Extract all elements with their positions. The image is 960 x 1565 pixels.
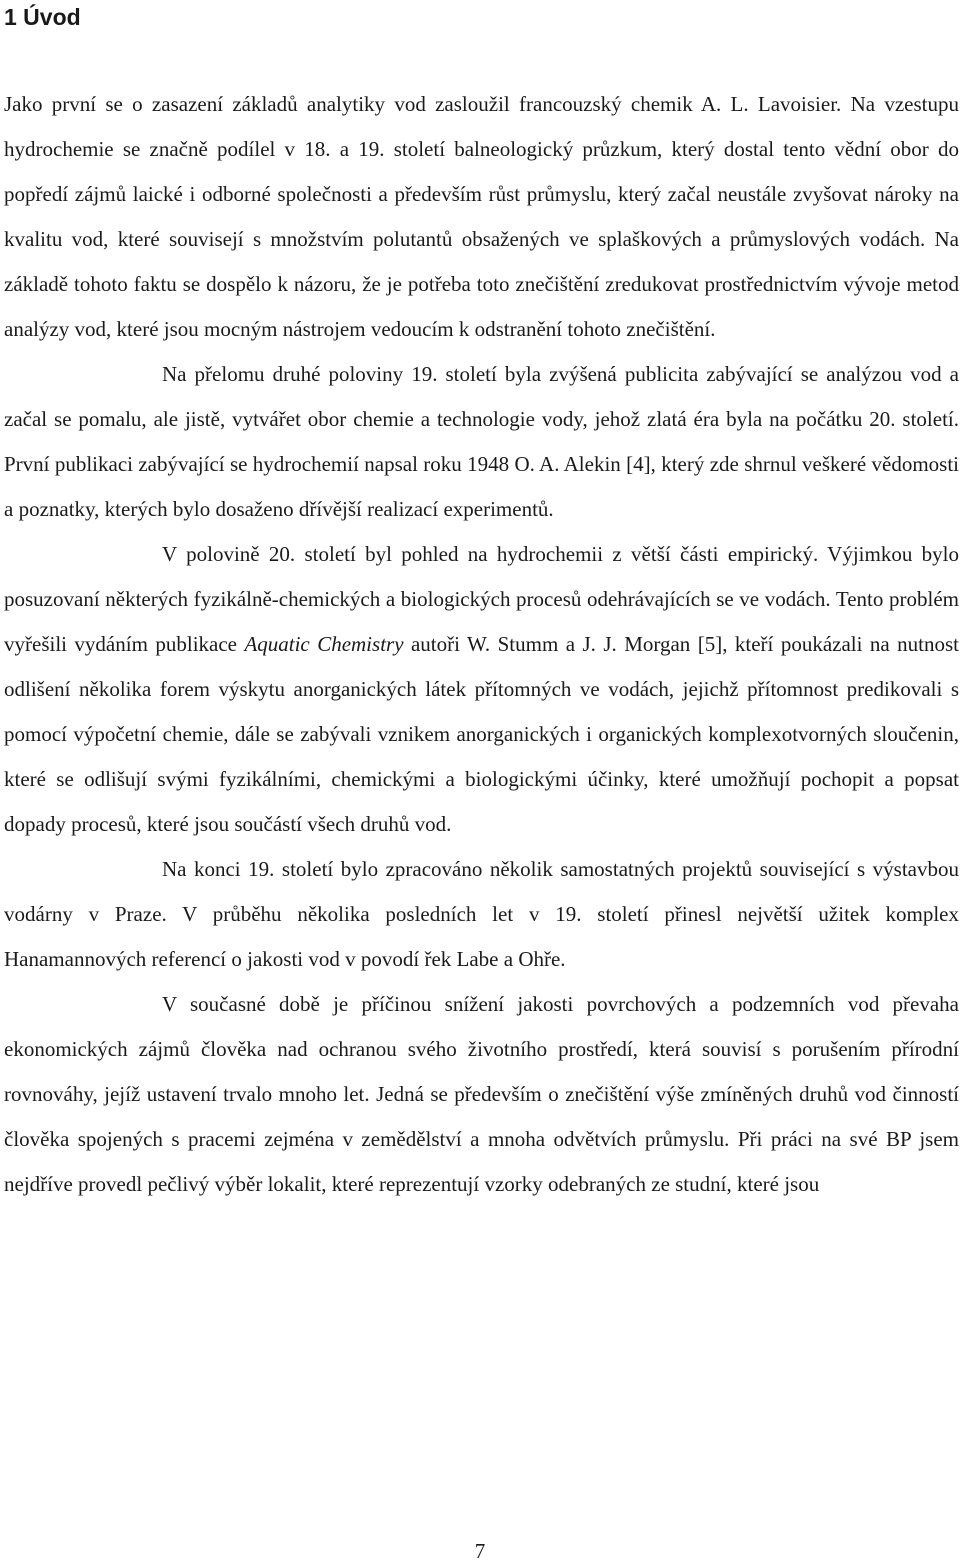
paragraph-2: Na přelomu druhé poloviny 19. století byla zvýšená publicita zabývající se analýzou vod a začal se pomalu, ale jistě, vytvářet obor chemie a technologie vody, jehož zlatá éra byla na počátku 20. století. První publikaci zabývající se hydrochemií napsal roku 1948 O. A. Alekin [4], který zde shrnul veškeré vědomosti a poznatky, kterých bylo dosaženo dřívější realizací experimentů.	[4, 362, 959, 521]
page-number: 7	[474, 1539, 486, 1563]
paragraph-3	[4, 532, 959, 847]
paragraph-1: Jako první se o zasazení základů analytiky vod zasloužil francouzský chemik A. L. Lavoisier. Na vzestupu hydrochemie se značně podílel v 18. a 19. století balneologický průzkum, který dostal tento vědní obor do popředí zájmů laické i odborné společnosti a především růst průmyslu, který začal neustále zvyšovat nároky na kvalitu vod, které souvisejí s množstvím polutantů obsažených ve splaškových a průmyslových vodách. Na základě tohoto faktu se dospělo k názoru, že je potřeba toto znečištění zredukovat prostřednictvím vývoje metod analýzy vod, které jsou mocným nástrojem vedoucím k odstranění tohoto znečištění.	[4, 92, 959, 341]
section-heading: 1 Úvod	[4, 4, 81, 30]
paragraph-3-text-before: V polovině 20. století byl pohled na hydrochemii z větší části empirický. Výjimkou bylo posuzovaní některých fyzikálně-chemických a biologických procesů odehrávajících se ve vodách. Tento problém vyřešili vydáním publikace	[4, 542, 959, 656]
publication-title: Aquatic Chemistry	[244, 632, 404, 656]
paragraph-5: V současné době je příčinou snížení jakosti povrchových a podzemních vod převaha ekonomických zájmů člověka nad ochranou svého životního prostředí, která souvisí s porušením přírodní rovnováhy, jejíž ustavení trvalo mnoho let. Jedná se především o znečištění výše zmíněných druhů vod činností člověka spojených s pracemi zejména v zemědělství a mnoha odvětvích průmyslu. Při práci na své BP jsem nejdříve provedl pečlivý výběr lokalit, které reprezentují vzorky odebraných ze studní, které jsou	[4, 992, 959, 1196]
paragraph-3-text-after: autoři W. Stumm a J. J. Morgan [5], kteří poukázali na nutnost odlišení několika forem výskytu anorganických látek přítomných ve vodách, jejichž přítomnost predikovali s pomocí výpočetní chemie, dále se zabývali vznikem anorganických i organických komplexotvorných sloučenin, které se odlišují svými fyzikálními, chemickými a biologickými účinky, které umožňují pochopit a popsat dopady procesů, které jsou součástí všech druhů vod.	[4, 632, 959, 836]
body-text	[4, 82, 959, 1207]
paragraph-4: Na konci 19. století bylo zpracováno několik samostatných projektů související s výstavbou vodárny v Praze. V průběhu několika posledních let v 19. století přinesl největší užitek komplex Hanamannových referencí o jakosti vod v povodí řek Labe a Ohře.	[4, 857, 959, 971]
